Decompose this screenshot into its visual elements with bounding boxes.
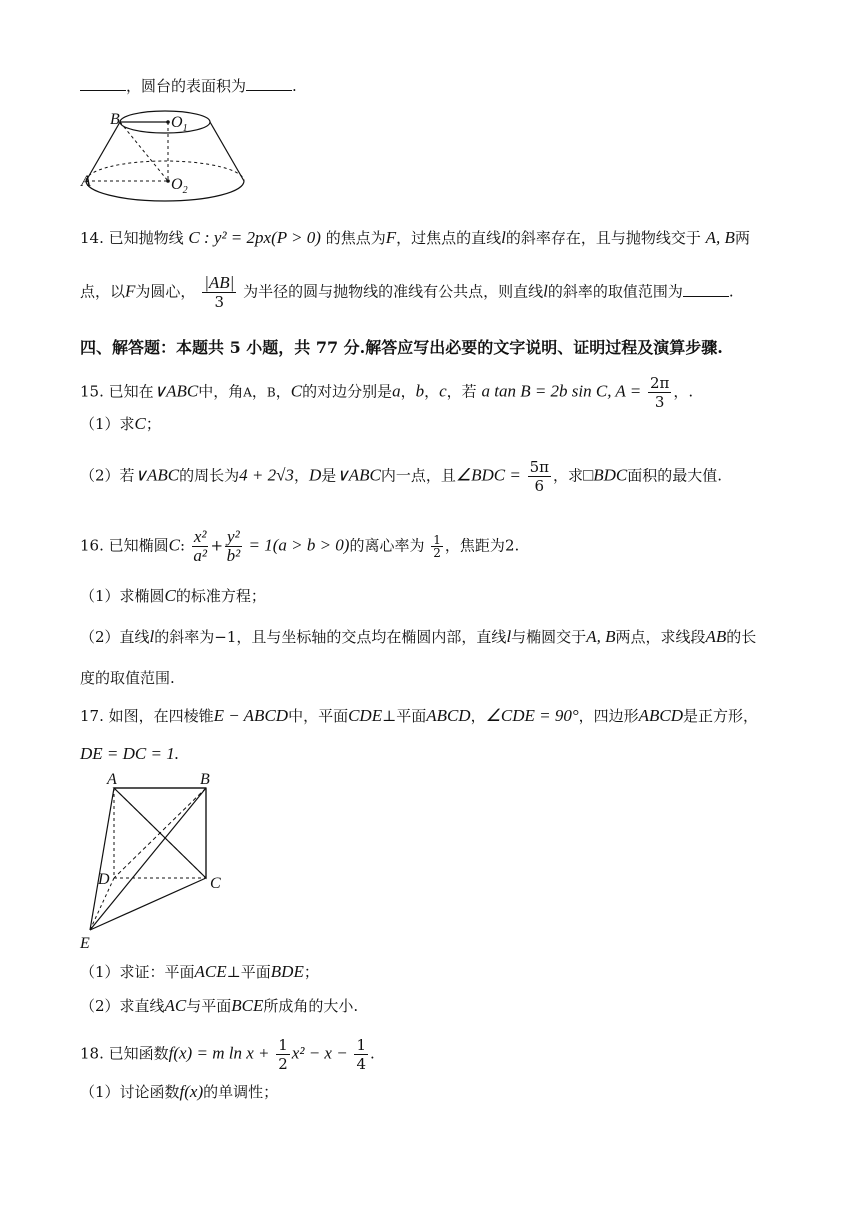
fraction: $\frac{1}{4}$ [356, 1036, 367, 1073]
section-heading: 四、解答题：本题共 5 小题，共 77 分.解答应写出必要的文字说明、证明过程及演算步骤. [80, 338, 723, 357]
label-B: B [110, 111, 120, 128]
label-B: B [200, 771, 210, 788]
label-E: E [80, 935, 90, 952]
q17-line1: 17. 如图，在四棱锥E − ABCD中，平面CDE⊥平面ABCD，∠CDE = 90°，四边形ABCD是正方形， [80, 706, 759, 725]
q17-line2: DE = DC = 1. [80, 744, 179, 763]
q13-tail-line: ，圆台的表面积为 . [80, 76, 297, 96]
label-A: A [107, 771, 117, 788]
fraction: $\frac{2\pi}{3}$ [650, 374, 670, 411]
q16-part2-line1: （2）直线l的斜率为−1，且与坐标轴的交点均在椭圆内部，直线l与椭圆交于A, B两点，求线段AB的长 [80, 627, 757, 646]
frustum-figure [80, 105, 260, 205]
label-C: C [210, 875, 221, 892]
q16-part2-line2: 度的取值范围. [80, 669, 175, 687]
label-O1: $O_1$ [171, 114, 188, 134]
answer-blank [683, 282, 729, 297]
q18-line1: 18. 已知函数f(x) = m ln x + $\frac{1}{2}$ x² − x − $\frac{1}{4}$ . [80, 1036, 375, 1073]
fraction: $\frac{1}{2}$ [433, 533, 441, 560]
q18-part1: （1）讨论函数f(x)的单调性； [80, 1082, 279, 1101]
q17-part1: （1）求证：平面ACE⊥平面BDE； [80, 962, 319, 981]
fraction: $\frac{|AB|}{3}$ [204, 273, 235, 311]
label-A: A [81, 173, 91, 190]
fraction: $\frac{\text{y²}}{\text{b²}}$ [226, 527, 241, 565]
fraction: $\frac{1}{2}$ [278, 1036, 288, 1073]
q16-part1: （1）求椭圆C的标准方程； [80, 586, 266, 605]
q14-line1: 14. 已知抛物线 C : y² = 2px(P > 0) 的焦点为F，过焦点的直线l的斜率存在，且与抛物线交于 A, B两 [80, 228, 750, 247]
fraction: $\frac{5\pi}{6}$ [529, 458, 549, 495]
q16-line1: 16. 已知椭圆C: $\frac{\text{x²}}{\text{a²}}$ + $\frac{\text{y²}}{\text{b²}}$ = 1(a > b > 0)的离心率为 $\frac{1}{2}$ ，焦距为2. [80, 527, 520, 565]
pyramid-figure [80, 770, 240, 950]
q15-line1: 15. 已知在∨ABC中，角A，B，C的对边分别是a，b，c，若 a tan B = 2b sin C, A = $\frac{2\pi}{3}$ ，. [80, 374, 694, 411]
answer-blank [80, 76, 126, 91]
q15-part1: （1）求C； [80, 414, 161, 433]
q17-part2: （2）求直线AC与平面BCE所成角的大小. [80, 996, 359, 1015]
answer-blank [246, 76, 292, 91]
label-D: D [98, 871, 110, 888]
label-O2: $O_2$ [171, 176, 188, 196]
fraction: $\frac{\text{x²}}{\text{a²}}$ [193, 527, 207, 565]
q15-part2: （2）若∨ABC的周长为4 + 2√3，D是∨ABC内一点，且∠BDC = $\frac{5\pi}{6}$ ，求□BDC面积的最大值. [80, 458, 723, 495]
q14-line2: 点，以F为圆心， $\frac{|AB|}{3}$ 为半径的圆与抛物线的准线有公共点，则直线l的斜率的取值范围为 . [80, 273, 734, 311]
